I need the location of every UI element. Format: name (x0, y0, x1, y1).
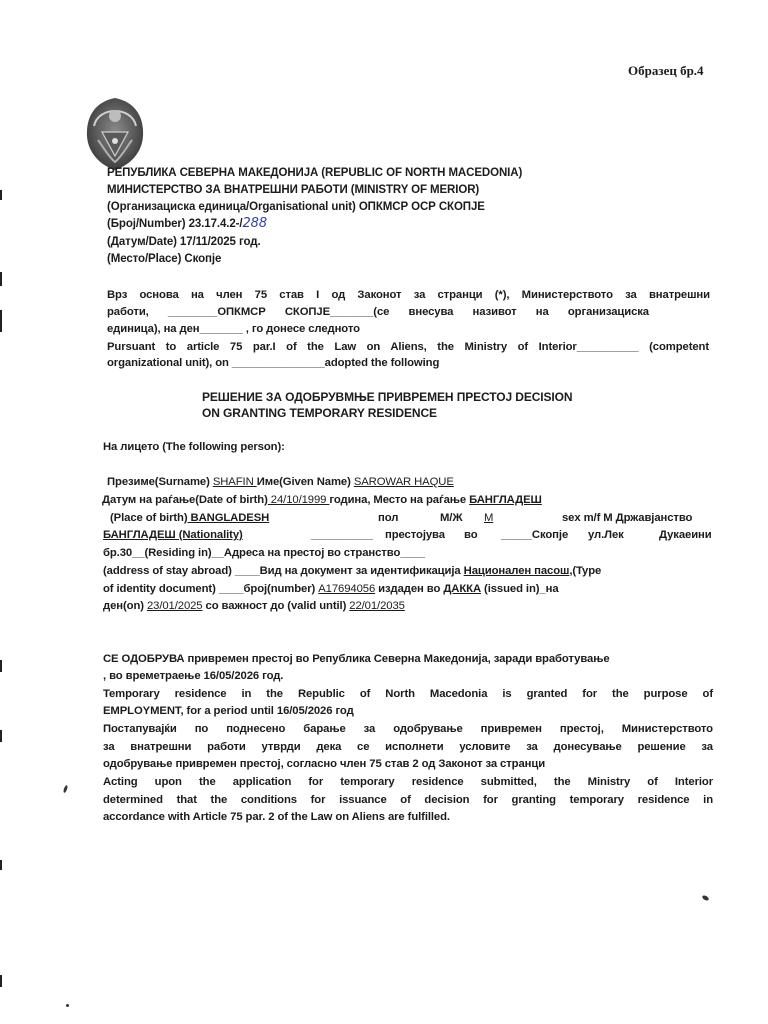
person-label: На лицето (The following person): (103, 441, 285, 453)
nationality-value: БАНГЛАДЕШ (Nationality) (103, 529, 243, 541)
birthplace-en-label: (Place of birth) (110, 512, 188, 524)
issued-in-en-label: (issued in)_на (481, 583, 559, 595)
person-line-doc-type (103, 564, 601, 578)
resides-street: ул.Лек (588, 529, 624, 541)
doc-number-value: A17694056 (318, 583, 376, 595)
header-ministry: МИНИСТЕРСТВО ЗА ВНАТРЕШНИ РАБОТИ (MINISTRY OF MERIOR) (107, 184, 480, 196)
grant-line-5: Постапувајќи по поднесено барање за одобрување привремен престој, Министерството (103, 723, 713, 735)
resides-in-label: во (464, 529, 478, 541)
scan-mark (0, 975, 2, 987)
grant-line-10: accordance with Article 75 par. 2 of the Law on Aliens are fulfilled. (103, 811, 450, 823)
resides-label: престојува (385, 529, 445, 541)
dob-value: 24/10/1999 (267, 494, 330, 506)
intro-line-1: Врз основа на член 75 став I од Законот за странци (*), Министерството за внатрешни (107, 289, 710, 301)
grant-line-4: EMPLOYMENT, for a period until 16/05/2026 год (103, 705, 354, 717)
grant-line-1: СЕ ОДОБРУВА привремен престој во Република Северна Македонија, заради вработување (103, 653, 610, 665)
grant-line-9: determined that the conditions for issuance of decision for granting temporary residence in (103, 794, 713, 806)
intro-line-4: Pursuant to article 75 par.I of the Law on Aliens, the Ministry of Interior__________ (competent (107, 341, 709, 353)
birthplace-mk-label: година, Место на раѓање (329, 494, 470, 506)
sex-label-mk: пол (378, 512, 399, 524)
scan-mark (0, 190, 2, 200)
valid-until-label: со важност до (valid until) (202, 600, 350, 612)
intro-line-2: работи, ________ОПКМСР СКОПЈЕ_______(се внесува називот на организациска (107, 306, 649, 318)
given-name-label: Име(Given Name) (256, 476, 354, 488)
form-number: Образец бр.4 (628, 63, 704, 78)
sex-options-mk: М/Ж (440, 512, 463, 524)
sex-value: М (484, 512, 494, 524)
given-name-value: SAROWAR HAQUE (353, 476, 454, 488)
grant-line-7: одобрување привремен престој, согласно член 75 став 2 од Законот за странци (103, 758, 546, 770)
coat-of-arms-emblem (84, 96, 146, 172)
scan-mark (0, 860, 2, 870)
issued-in-label: издаден во (375, 583, 444, 595)
resides-street-name: Дукаеини (659, 529, 712, 541)
birthplace-en-value: BANGLADESH (187, 512, 270, 524)
nationality-blank: __________ (311, 529, 373, 541)
surname-label: Презиме(Surname) (107, 476, 213, 488)
doc-type-label: (address of stay abroad) ____Вид на документ за идентификација (103, 565, 464, 577)
doc-type-value: Национален пасош (463, 565, 570, 577)
person-line-nationality (103, 528, 723, 542)
scan-mark (0, 730, 2, 742)
grant-line-6: за внатрешни работи утврди дека се исполнети условите за донесување решение за (103, 741, 713, 753)
person-line-dob (102, 493, 542, 507)
person-line-doc-number (103, 582, 559, 596)
handwritten-number: 288 (242, 216, 268, 231)
header-unit: (Организациска единица/Organisational unit) ОПКМСР ОСР СКОПЈЕ (107, 201, 485, 213)
scan-speck (63, 785, 69, 794)
surname-value: SHAFIN (212, 476, 257, 488)
scan-mark (0, 272, 2, 286)
header-place: (Место/Place) Скопје (107, 253, 222, 265)
intro-line-5: organizational unit), on _______________adopted the following (107, 357, 440, 369)
intro-line-3: единица), на ден_______ , го донесе следното (107, 323, 360, 335)
grant-line-2: , во времетраење 16/05/2026 год. (103, 670, 284, 682)
decision-title-line-2: ON GRANTING TEMPORARY RESIDENCE (202, 406, 437, 420)
header-republic: РЕПУБЛИКА СЕВЕРНА МАКЕДОНИЈА (REPUBLIC OF NORTH MACEDONIA) (107, 167, 523, 179)
grant-line-3: Temporary residence in the Republic of North Macedonia is granted for the purpose of (103, 688, 713, 700)
person-line-surname (107, 475, 454, 489)
sex-en-citizenship-label: sex m/f М Државјанство (562, 512, 693, 524)
scan-speck (701, 895, 709, 902)
scan-mark (0, 660, 2, 672)
person-line-birthplace (110, 511, 722, 525)
issue-date-value: 23/01/2025 (146, 600, 203, 612)
issue-date-label: ден(on) (103, 600, 147, 612)
dob-label: Датум на раѓање(Date of birth) (102, 494, 268, 506)
resides-city: _____Скопје (501, 529, 569, 541)
scan-mark (0, 310, 2, 332)
person-line-residence: бр.30__(Residing in)__Адреса на престој во странство____ (103, 547, 425, 559)
decision-title-line-1: РЕШЕНИЕ ЗА ОДОБРУВМЊЕ ПРИВРЕМЕН ПРЕСТОЈ DECISION (202, 390, 573, 404)
doc-number-label: of identity document) ____број(number) (103, 583, 319, 595)
birthplace-mk-value: БАНГЛАДЕШ (469, 494, 542, 506)
header-date: (Датум/Date) 17/11/2025 год. (107, 236, 261, 248)
grant-line-8: Acting upon the application for temporary residence submitted, the Ministry of Interior (103, 776, 713, 788)
person-line-validity (103, 599, 405, 613)
scan-speck (66, 1004, 69, 1007)
header-number-label: (Број/Number) 23.17.4.2-/ (107, 218, 243, 230)
valid-until-value: 22/01/2035 (349, 600, 405, 612)
header-number (107, 217, 267, 231)
doc-type-en-label: ,(Type (569, 565, 602, 577)
issued-in-value: ДАККА (443, 583, 481, 595)
